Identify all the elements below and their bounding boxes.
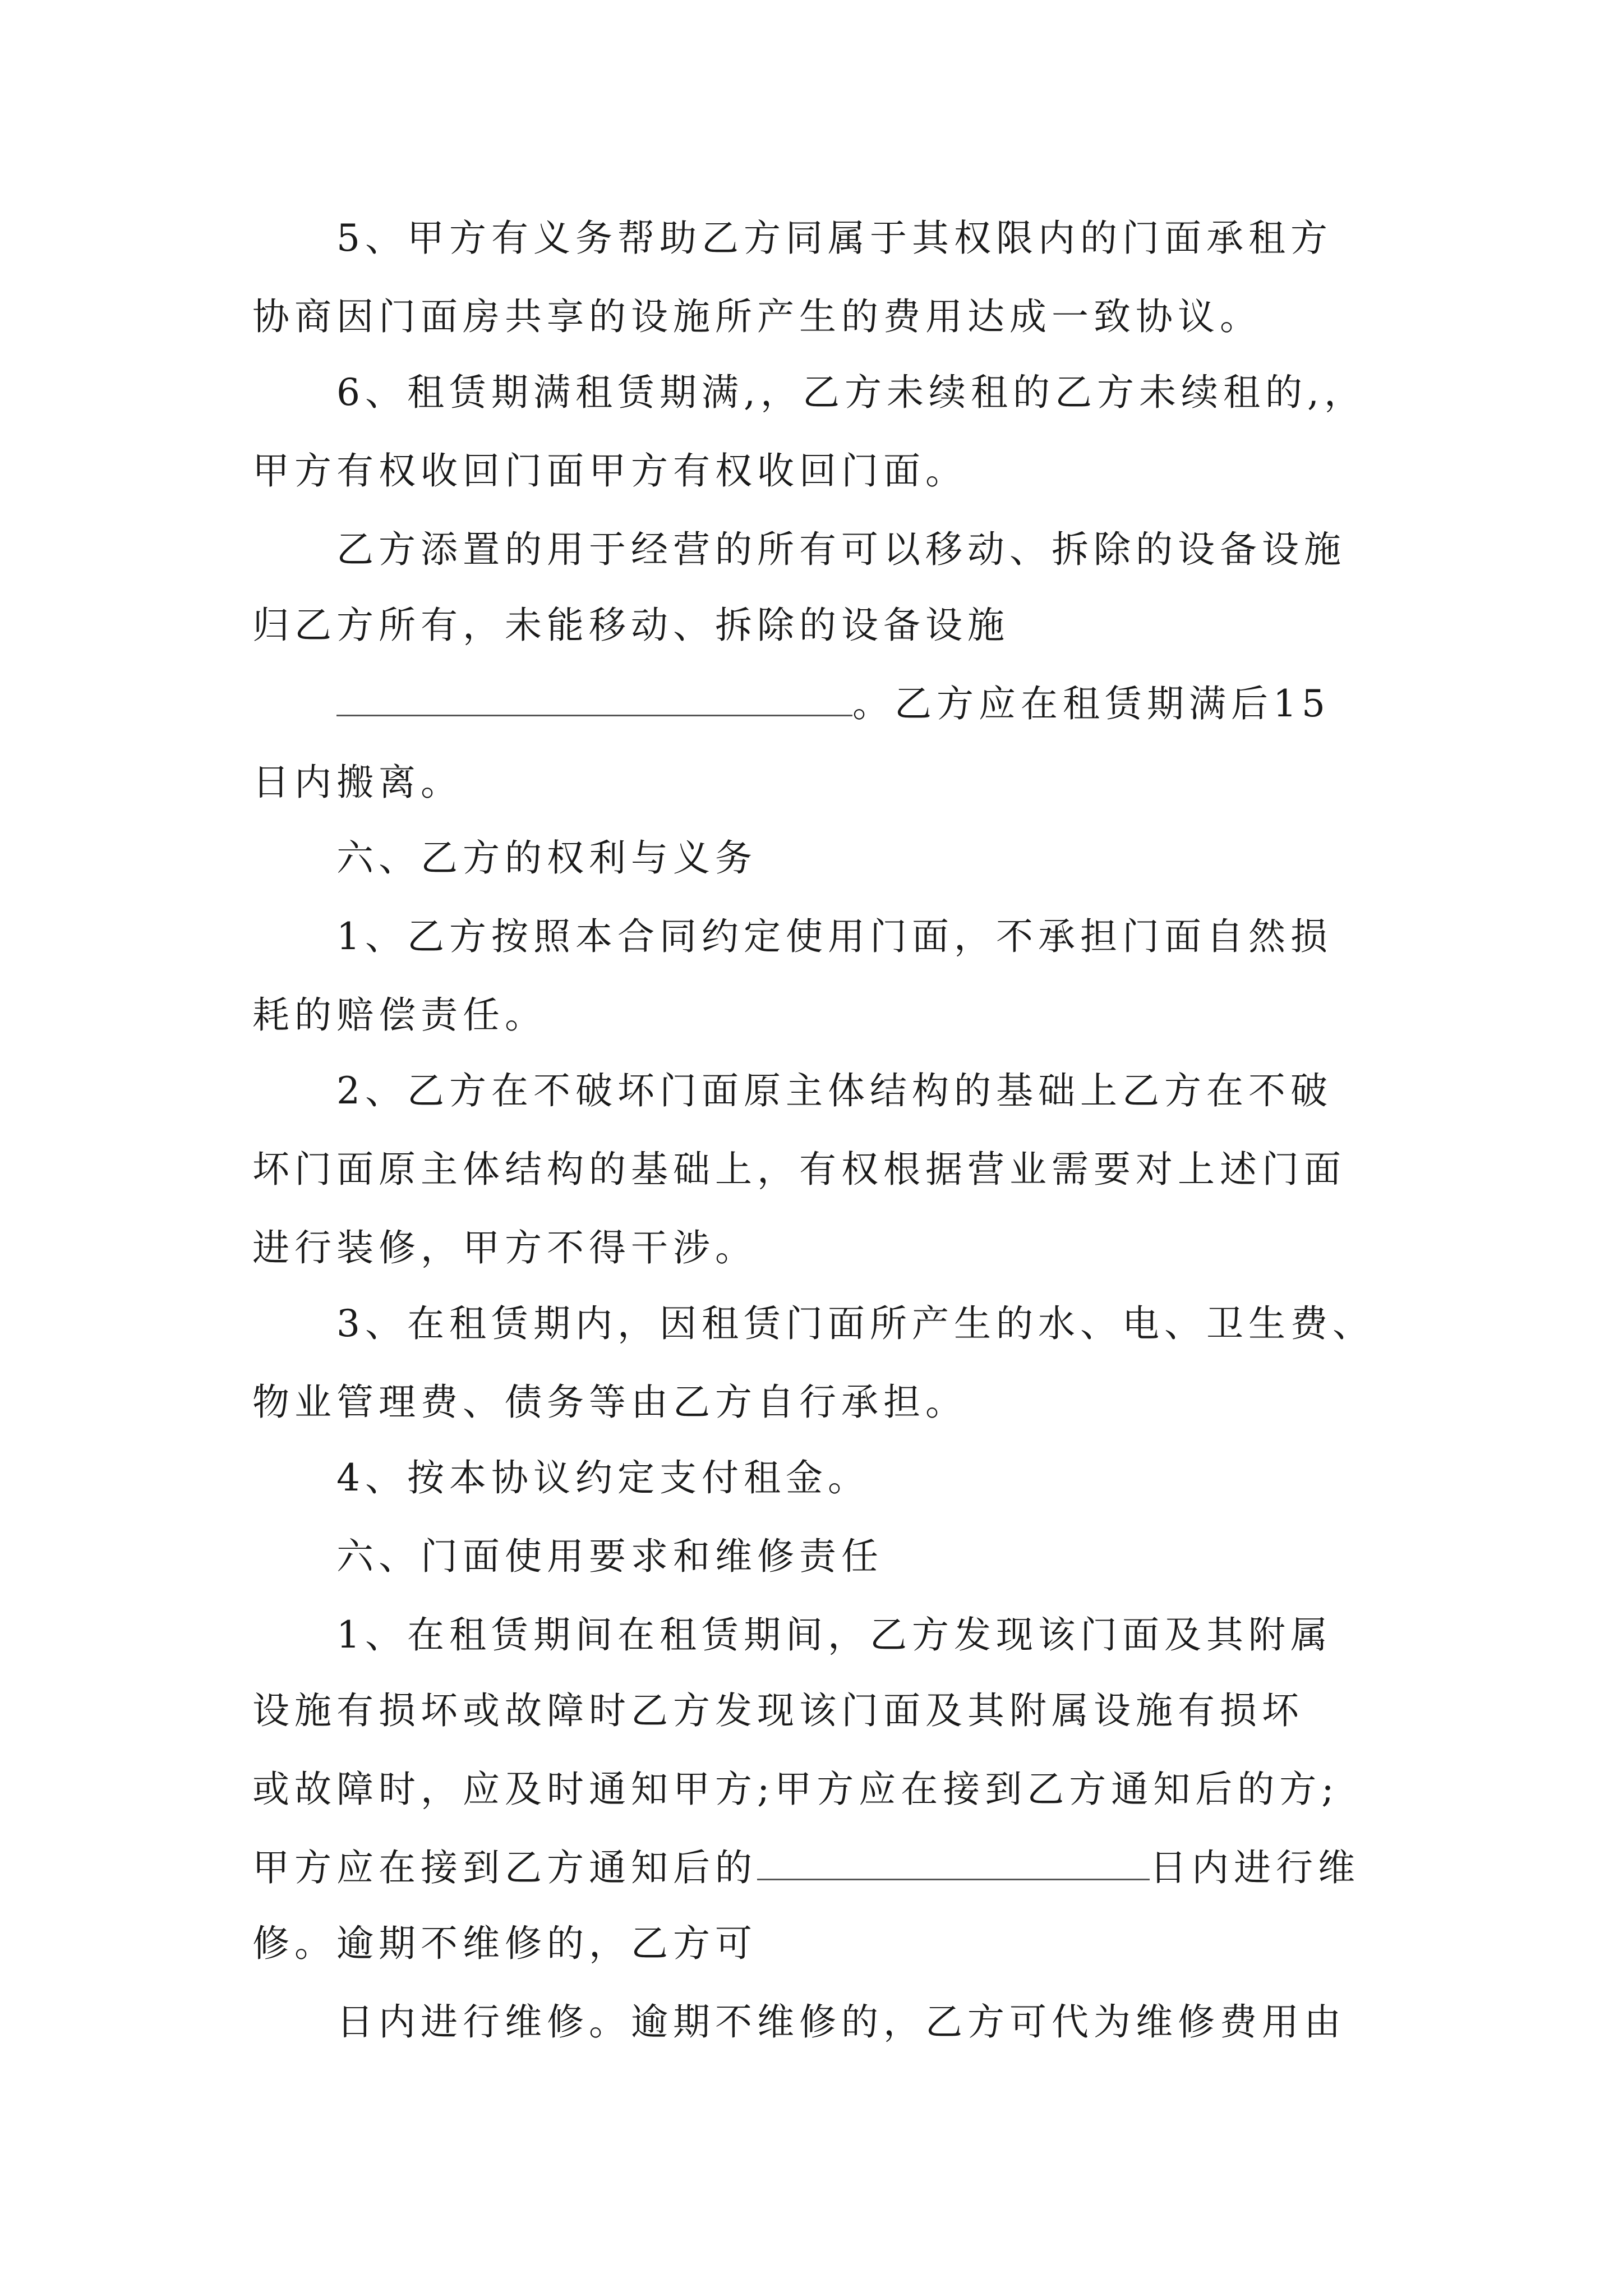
fill-in-blank — [336, 681, 852, 716]
paragraph-line: 日内进行维修。逾期不维修的，乙方可代为维修费用由 — [336, 2000, 1346, 2044]
fill-in-blank — [757, 1845, 1150, 1880]
paragraph-line: 5、甲方有义务帮助乙方同属于其权限内的门面承租方 — [336, 217, 1332, 260]
paragraph-line: 1、乙方按照本合同约定使用门面，不承担门面自然损 — [336, 915, 1332, 958]
paragraph-line: 乙方添置的用于经营的所有可以移动、拆除的设备设施 — [336, 528, 1346, 571]
paragraph-line: 日内搬离。 — [252, 761, 463, 804]
paragraph-line: 甲方应在接到乙方通知后的 日内进行维 — [252, 1846, 1360, 1889]
paragraph-line: 耗的赔偿责任。 — [252, 993, 547, 1037]
paragraph-line: 4、按本协议约定支付租金。 — [336, 1456, 870, 1499]
paragraph-line: 坏门面原主体结构的基础上，有权根据营业需要对上述门面 — [252, 1148, 1346, 1191]
paragraph-line: 甲方有权收回门面甲方有权收回门面。 — [252, 449, 967, 493]
paragraph-line: 。乙方应在租赁期满后15 — [336, 679, 1330, 729]
paragraph-line: 设施有损坏或故障时乙方发现该门面及其附属设施有损坏 — [252, 1689, 1304, 1732]
paragraph-line: 归乙方所有，未能移动、拆除的设备设施 — [252, 604, 1009, 647]
section-heading: 六、门面使用要求和维修责任 — [336, 1535, 883, 1578]
paragraph-line: 修。逾期不维修的，乙方可 — [252, 1922, 757, 1965]
paragraph-line: 1、在租赁期间在租赁期间，乙方发现该门面及其附属 — [336, 1613, 1332, 1657]
paragraph-line: 或故障时，应及时通知甲方;甲方应在接到乙方通知后的方; — [252, 1768, 1339, 1811]
paragraph-line: 协商因门面房共享的设施所产生的费用达成一致协议。 — [252, 295, 1262, 338]
paragraph-line: 进行装修，甲方不得干涉。 — [252, 1226, 757, 1269]
paragraph-line: 2、乙方在不破坏门面原主体结构的基础上乙方在不破 — [336, 1069, 1332, 1112]
paragraph-line: 物业管理费、债务等由乙方自行承担。 — [252, 1381, 967, 1424]
paragraph-line: 3、在租赁期内，因租赁门面所产生的水、电、卫生费、 — [336, 1302, 1375, 1345]
section-heading: 六、乙方的权利与义务 — [336, 836, 757, 880]
paragraph-line: 6、租赁期满租赁期满,，乙方未续租的乙方未续租的,， — [336, 371, 1366, 414]
